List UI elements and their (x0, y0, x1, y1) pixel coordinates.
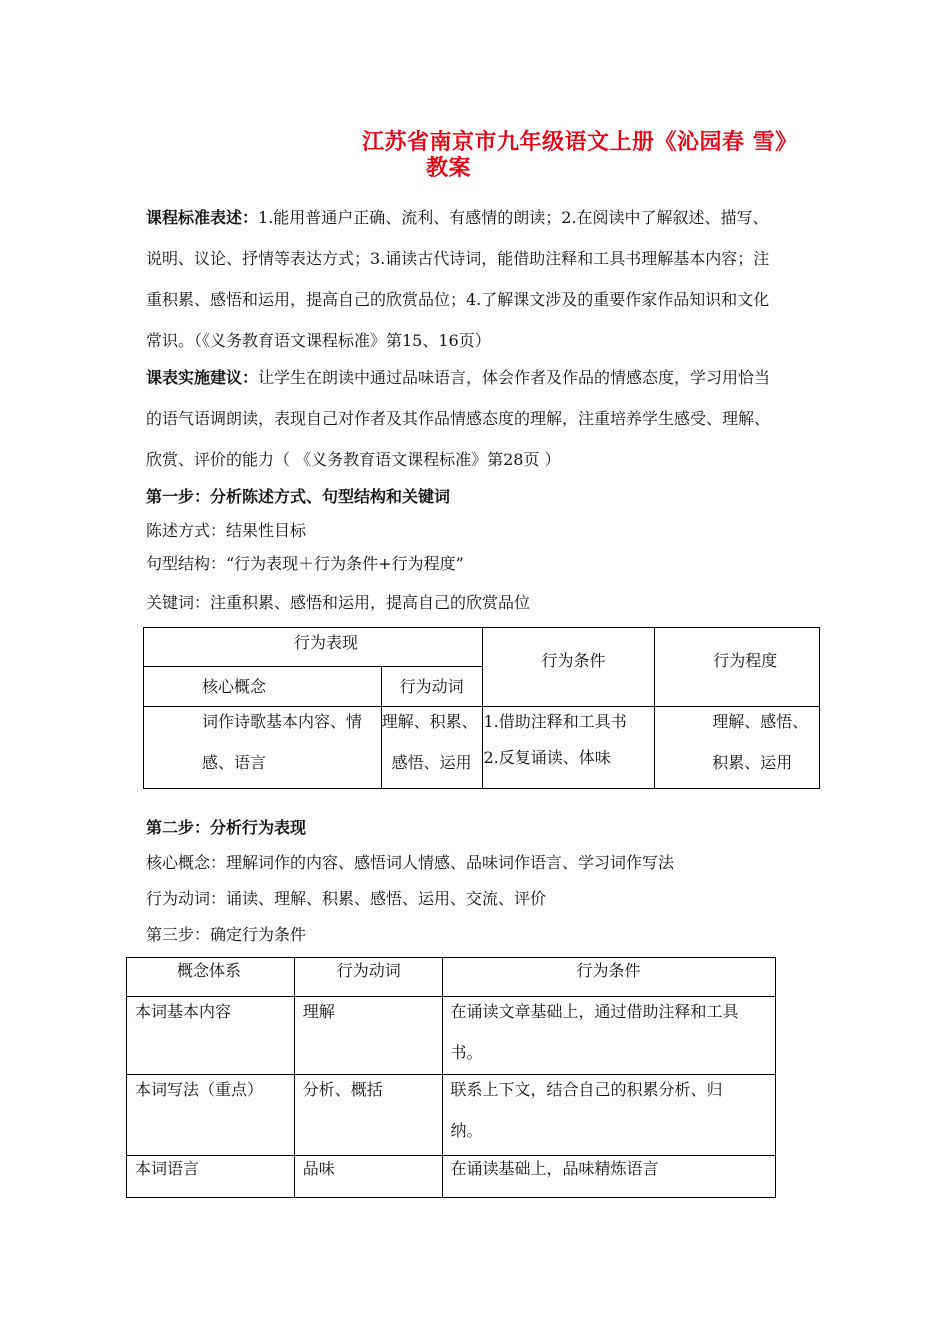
standard-text-1: 1.能用普通户正确、流利、有感情的朗读；2.在阅读中了解叙述、描写、 (258, 208, 769, 227)
header-degree: 行为程度 (655, 628, 820, 707)
doc-title-line2: 教案 (426, 155, 472, 181)
header-performance: 行为表现 (144, 628, 483, 667)
header-core-concept: 核心概念 (144, 667, 382, 707)
cell-core-concept: 词作诗歌基本内容、情 感、语言 (144, 707, 382, 789)
row1-concept: 本词基本内容 (127, 997, 295, 1075)
row3-verb: 品味 (294, 1156, 442, 1198)
header-condition: 行为条件 (442, 958, 776, 997)
analysis-table (143, 627, 820, 789)
row1-verb: 理解 (294, 997, 442, 1075)
standard-label: 课程标准表述： (146, 208, 259, 227)
standard-line-1 (146, 208, 769, 228)
row1-condition: 在诵读文章基础上，通过借助注释和工具 书。 (442, 997, 776, 1075)
header-concept-system: 概念体系 (127, 958, 295, 997)
step1-item-2: 句型结构：“行为表现＋行为条件+行为程度” (146, 554, 464, 573)
suggestion-line-1 (146, 368, 770, 388)
row2-concept: 本词写法（重点） (127, 1075, 295, 1156)
header-action-verb: 行为动词 (381, 667, 483, 707)
row2-verb: 分析、概括 (294, 1075, 442, 1156)
step2-heading: 第二步：分析行为表现 (146, 818, 307, 837)
step2-item-1: 核心概念：理解词作的内容、感悟词人情感、品味词作语言、学习词作写法 (146, 853, 675, 872)
row3-condition: 在诵读基础上，品味精炼语言 (442, 1156, 776, 1198)
step3-heading: 第三步：确定行为条件 (146, 925, 307, 944)
cell-condition: 1.借助注释和工具书 2.反复诵读、体味 (483, 707, 655, 789)
step1-heading: 第一步：分析陈述方式、句型结构和关键词 (146, 487, 451, 506)
step2-item-2: 行为动词：诵读、理解、积累、感悟、运用、交流、评价 (146, 889, 547, 908)
suggestion-line-3: 欣赏、评价的能力（ 《义务教育语文课程标准》第28页 ） (146, 450, 561, 469)
standard-line-3: 重积累、感悟和运用，提高自己的欣赏品位；4.了解课文涉及的重要作家作品知识和文化 (146, 290, 770, 309)
standard-line-4: 常识。（《义务教育语文课程标准》第15、16页） (146, 331, 491, 350)
header-verb: 行为动词 (294, 958, 442, 997)
standard-line-2: 说明、议论、抒情等表达方式；3.诵读古代诗词，能借助注释和工具书理解基本内容；注 (146, 249, 770, 268)
cell-action-verb: 理解、积累、 感悟、运用 (381, 707, 483, 789)
step1-item-3: 关键词：注重积累、感悟和运用，提高自己的欣赏品位 (146, 593, 531, 612)
row3-concept: 本词语言 (127, 1156, 295, 1198)
step1-item-1: 陈述方式：结果性目标 (146, 521, 307, 540)
suggestion-line-2: 的语气语调朗读，表现自己对作者及其作品情感态度的理解，注重培养学生感受、理解、 (146, 409, 771, 428)
header-condition: 行为条件 (483, 628, 655, 707)
row2-condition: 联系上下文，结合自己的积累分析、归 纳。 (442, 1075, 776, 1156)
cell-degree: 理解、感悟、 积累、运用 (655, 707, 820, 789)
doc-title-line1: 江苏省南京市九年级语文上册《沁园春 雪》 (362, 129, 798, 155)
suggestion-label: 课表实施建议： (146, 368, 259, 387)
condition-table (126, 957, 776, 1198)
suggestion-text-1: 让学生在朗读中通过品味语言，体会作者及作品的情感态度，学习用恰当 (258, 368, 771, 387)
